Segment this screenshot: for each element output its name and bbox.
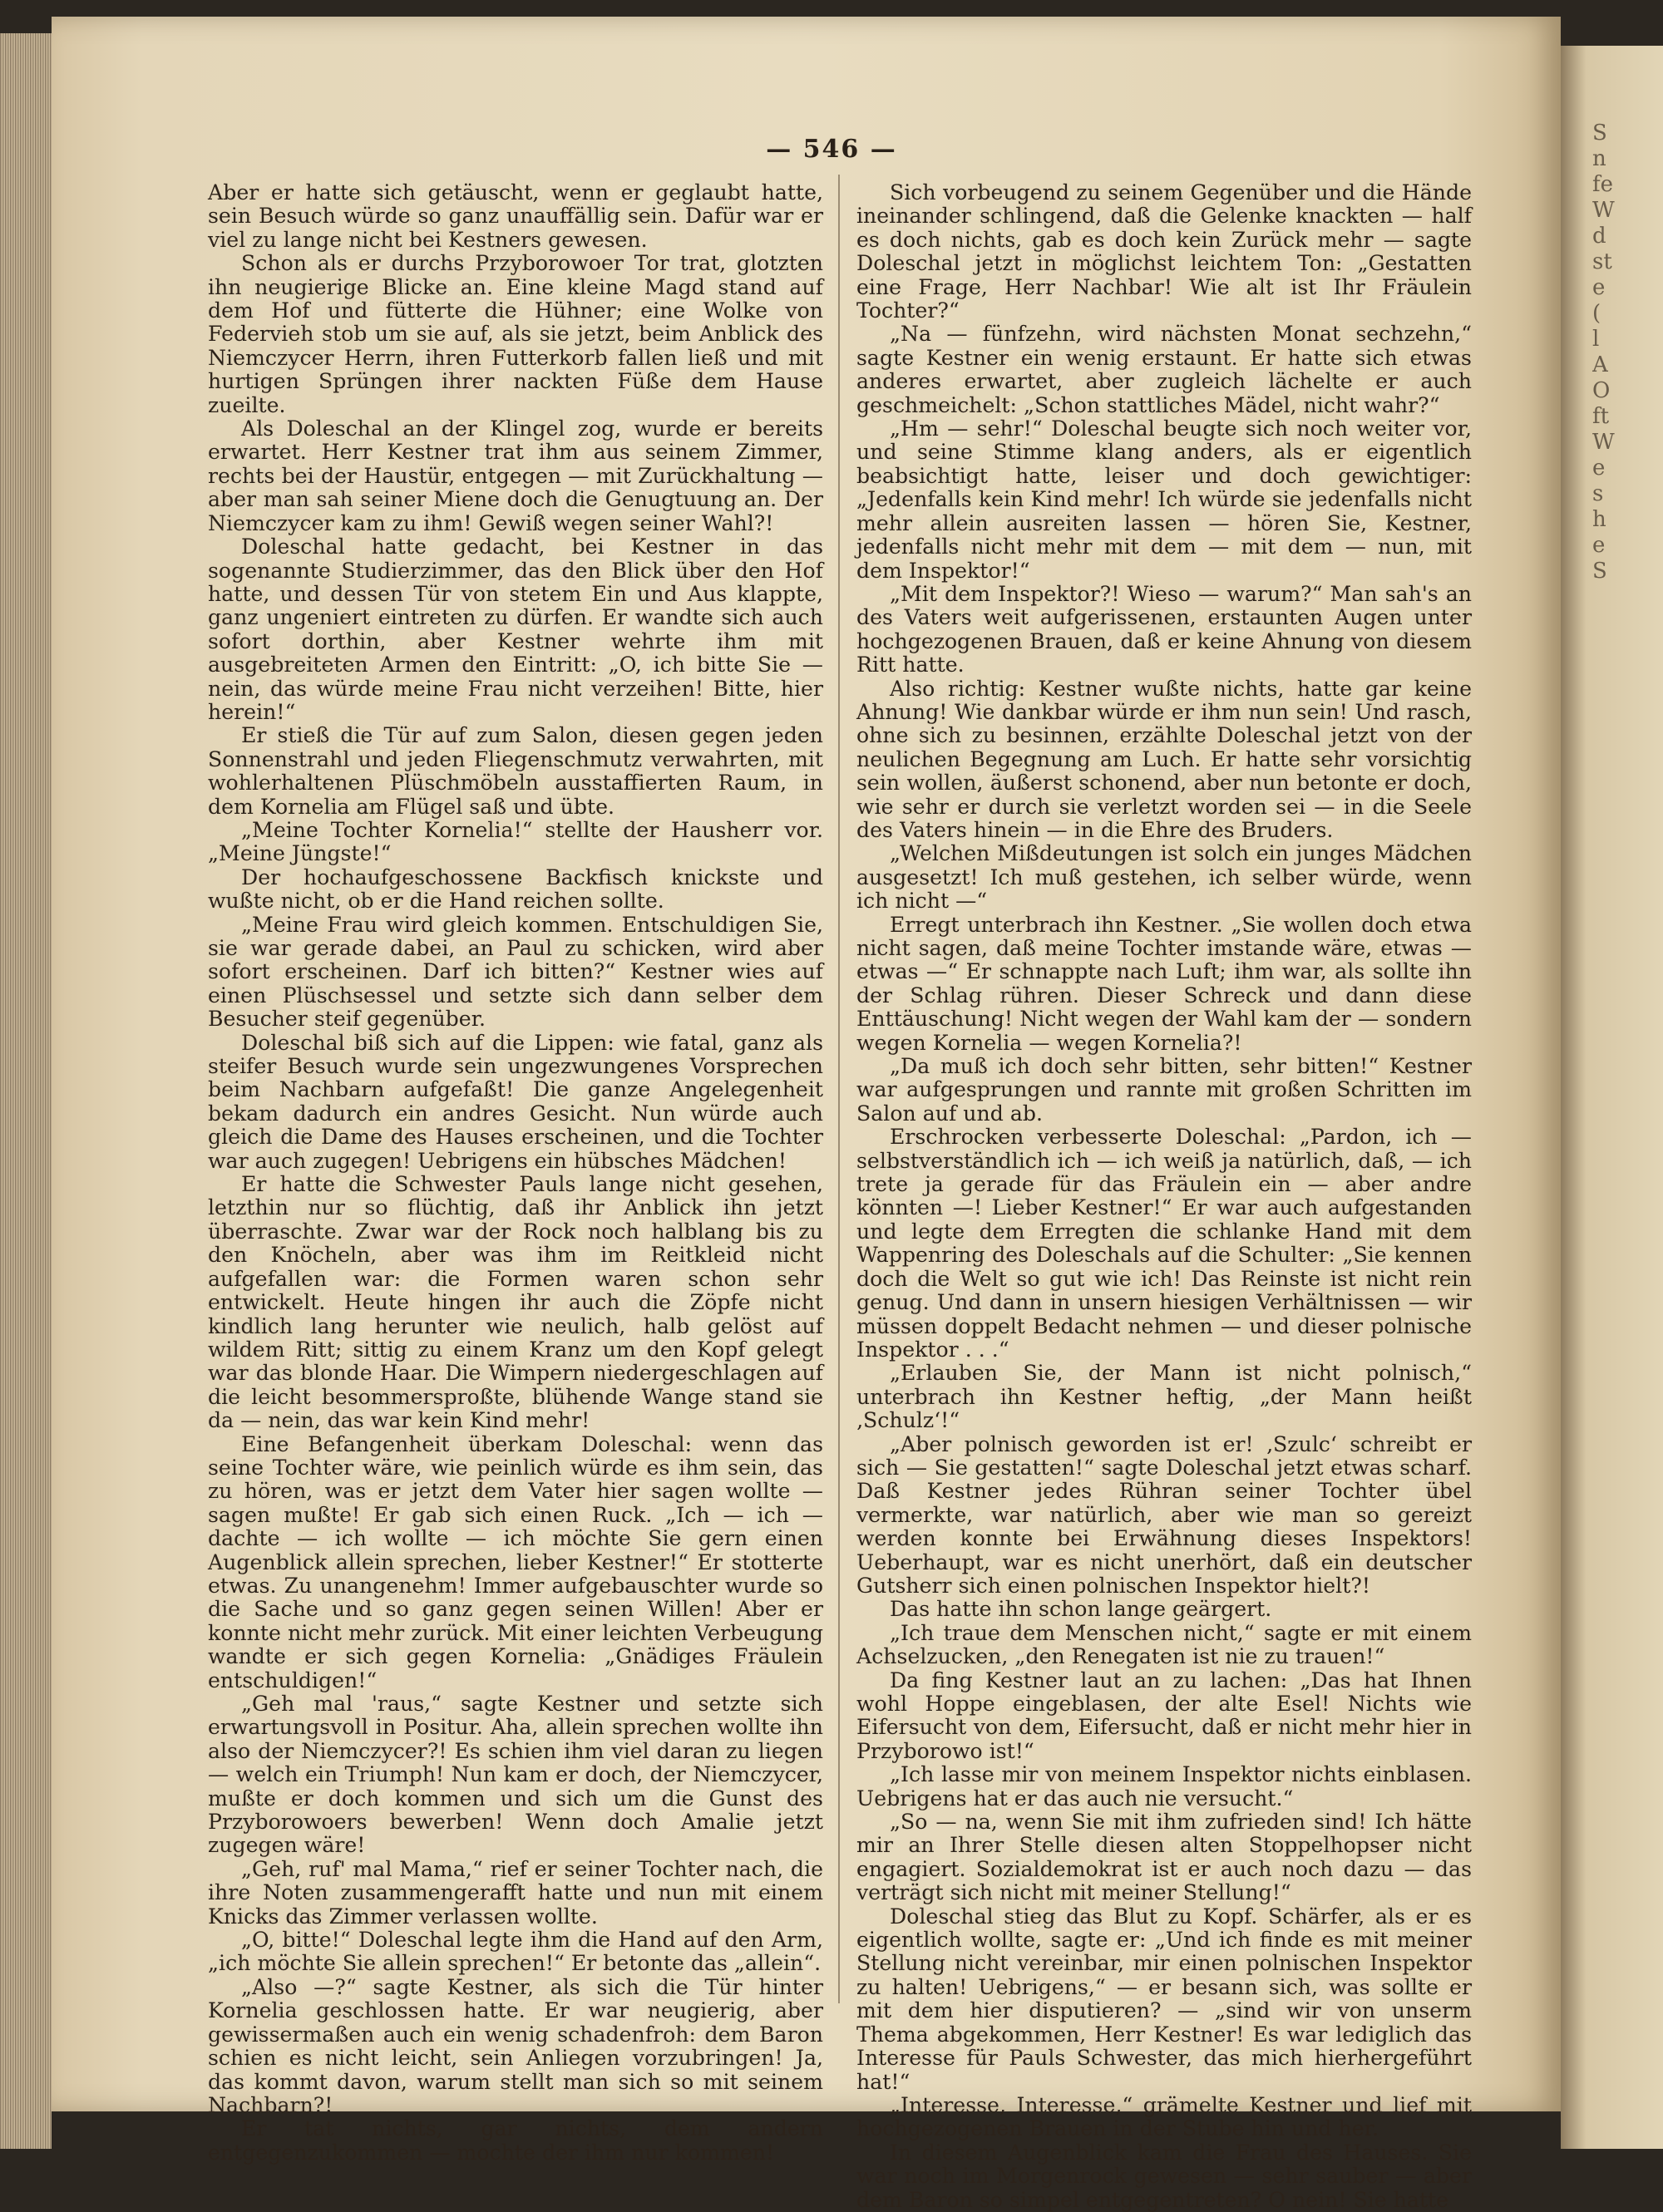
paragraph: Doleschal hatte gedacht, bei Kestner in das sogenannte Studierzimmer, das den Blick über den Hof hatte, und dessen Tür von stetem Ein und Aus klappte, ganz ungeniert eintreten zu dürfen. Er wandte sich auch sofort dorthin, aber Kestner wehrte ihm mit ausgebreiteten Armen den Eintritt: „O, ich bitte Sie — nein, das würde meine Frau nicht verzeihen! Bitte, hier herein!“ (208, 535, 823, 724)
paragraph: Eine Befangenheit überkam Doleschal: wenn das seine Tochter wäre, wie peinlich würde es ihm sein, das zu hören, was er jetzt dem Vater hier sagen wollte — sagen mußte! Er gab sich einen Ruck. „Ich — ich — dachte — ich wollte — ich möchte Sie gern einen Augenblick allein sprechen, lieber Kestner!“ Er stotterte etwas. Zu unangenehm! Immer aufgebauschter wurde so die Sache und so ganz gegen seinen Willen! Aber er konnte nicht mehr zurück. Mit einer leichten Verbeugung wandte er sich gegen Kornelia: „Gnädiges Fräulein entschuldigen!“ (208, 1431, 823, 1692)
page-number: — 546 — (766, 135, 897, 164)
paragraph: Sich vorbeugend zu seinem Gegenüber und die Hände ineinander schlingend, daß die Gelenke knackten — half es doch nichts, gab es doch kein Zurück mehr — sagte Doleschal jetzt in möglichst leichtem Ton: „Gestatten eine Frage, Herr Nachbar! Wie alt ist Ihr Fräulein Tochter?“ (856, 180, 1472, 323)
text-column-right (856, 181, 1472, 2212)
paragraph: „Welchen Mißdeutungen ist solch ein junges Mädchen ausgesetzt! Ich muß gestehen, ich selber würde, wenn ich nicht —“ (856, 841, 1472, 914)
paragraph: „Erlauben Sie, der Mann ist nicht polnisch,“ unterbrach ihn Kestner heftig, „der Mann heißt ‚Schulz‘!“ (856, 1361, 1472, 1433)
paragraph: „Ich lasse mir von meinem Inspektor nichts einblasen. Uebrigens hat er das auch nie versucht.“ (856, 1762, 1472, 1810)
paragraph: „Geh, ruf' mal Mama,“ rief er seiner Tochter nach, die ihre Noten zusammengerafft hatte und nun mit einem Knicks das Zimmer verlassen wollte. (208, 1856, 823, 1929)
paragraph: „Meine Tochter Kornelia!“ stellte der Hausherr vor. „Meine Jüngste!“ (208, 817, 823, 866)
paragraph: Er hatte die Schwester Pauls lange nicht gesehen, letzthin nur so flüchtig, daß ihr Anblick ihn jetzt überraschte. Zwar war der Rock noch halblang bis zu den Knöcheln, aber was ihm im Reitkleid nicht aufgefallen war: die Formen waren schon sehr entwickelt. Heute hingen ihr auch die Zöpfe nicht kindlich lang herunter wie neulich, halb gelöst auf wildem Ritt; sittig zu einem Kranz um den Kopf gelegt war das blonde Haar. Die Wimpern niedergeschlagen auf die leicht besommersproßte, blühende Wange stand sie da — nein, das war kein Kind mehr! (208, 1172, 823, 1433)
book-page-edges (0, 33, 52, 2149)
paragraph: In diesem Augenblick kam die Frau des Hauses. Sie war noch im Morgenrock gewesen — sehr sauber — aber dem Baron so simpel entgegentreten? O nein! Sie hatte (856, 2140, 1472, 2212)
text-column-left (208, 181, 823, 2165)
paragraph: Er stieß die Tür auf zum Salon, diesen gegen jeden Sonnenstrahl und jeden Fliegenschmutz verwahrten, mit wohlerhaltenen Plüschmöbeln ausstaffierten Raum, in dem Kornelia am Flügel saß und übte. (208, 723, 823, 819)
paragraph: „Ich traue dem Menschen nicht,“ sagte er mit einem Achselzucken, „den Renegaten ist nie zu trauen!“ (856, 1620, 1472, 1669)
adjacent-page-text: S n fe W d st e ( l A O ft W e s h e S (1592, 121, 1615, 584)
paragraph: Doleschal stieg das Blut zu Kopf. Schärfer, als er es eigentlich wollte, sagte er: „Und ich finde es mit meiner Stellung nicht vereinbar, mir einen polnischen Inspektor zu halten! Uebrigens,“ — er besann sich, was sollte er mit dem hier disputieren? — „sind wir von unserm Thema abgekommen, Herr Kestner! Es war lediglich das Interesse für Pauls Schwester, das mich hierhergeführt hat!“ (856, 1904, 1472, 2094)
paragraph: „Interesse, Interesse,“ grämelte Kestner und lief mit hochgezogenen Brauen in der Stube hin und her. (856, 2092, 1472, 2141)
paragraph: „Mit dem Inspektor?! Wieso — warum?“ Man sah's an des Vaters weit aufgerissenen, erstaunten Augen unter hochgezogenen Brauen, daß er keine Ahnung von diesem Ritt hatte. (856, 581, 1472, 677)
paragraph: „Also —?“ sagte Kestner, als sich die Tür hinter Kornelia geschlossen hatte. Er war neugierig, aber gewissermaßen auch ein wenig schadenfroh: dem Baron schien es nicht leicht, sein Anliegen vorzubringen! Ja, das kommt davon, warum stellt man sich so mit seinem Nachbarn?! (208, 1974, 823, 2117)
paragraph: Schon als er durchs Przyborowoer Tor trat, glotzten ihn neugierige Blicke an. Eine kleine Magd stand auf dem Hof und fütterte die Hühner; eine Wolke von Federvieh stob um sie auf, als sie jetzt, beim Anblick des Niemczycer Herrn, ihren Futterkorb fallen ließ und mit hurtigen Sprüngen ihrer nackten Füße dem Hause zueilte. (208, 251, 823, 417)
paragraph: „Meine Frau wird gleich kommen. Entschuldigen Sie, sie war gerade dabei, an Paul zu schicken, wird aber sofort erscheinen. Darf ich bitten?“ Kestner wies auf einen Plüschsessel und setzte sich dann selber dem Besucher steif gegenüber. (208, 912, 823, 1032)
paragraph: „Geh mal 'raus,“ sagte Kestner und setzte sich erwartungsvoll in Positur. Aha, allein sprechen wollte ihn also der Niemczycer?! Es schien ihm viel daran zu liegen — welch ein Triumph! Nun kam er doch, der Niemczycer, mußte er doch kommen und sich um die Gunst des Przyborowoers bewerben! Wenn doch Amalie jetzt zugegen wäre! (208, 1692, 823, 1858)
paragraph: Der hochaufgeschossene Backfisch knickste und wußte nicht, ob er die Hand reichen sollte. (208, 865, 823, 914)
paragraph: Er tat nichts, gar nichts, dem andern entgegenzukommen — mochte der ihm nur kommen! (208, 2116, 823, 2165)
paragraph: „Na — fünfzehn, wird nächsten Monat sechzehn,“ sagte Kestner ein wenig erstaunt. Er hatte sich etwas anderes erwartet, aber zugleich lächelte er auch geschmeichelt: „Schon stattliches Mädel, nicht wahr?“ (856, 322, 1472, 417)
paragraph: „So — na, wenn Sie mit ihm zufrieden sind! Ich hätte mir an Ihrer Stelle diesen alten Stoppelhopser nicht engagiert. Sozialdemokrat ist er auch noch dazu — das verträgt sich nicht mit meiner Stellung!“ (856, 1810, 1472, 1905)
paragraph: Aber er hatte sich getäuscht, wenn er geglaubt hatte, sein Besuch würde so ganz unauffällig sein. Dafür war er viel zu lange nicht bei Kestners gewesen. (208, 180, 823, 252)
paragraph: Also richtig: Kestner wußte nichts, hatte gar keine Ahnung! Wie dankbar würde er ihm nun sein! Und rasch, ohne sich zu besinnen, erzählte Doleschal jetzt von der neulichen Begegnung am Luch. Er hatte sehr vorsichtig sein wollen, äußerst schonend, aber nun betonte er doch, wie sehr er durch sie verletzt worden sei — in die Seele des Vaters hinein — in die Ehre des Bruders. (856, 676, 1472, 842)
paragraph: „Da muß ich doch sehr bitten, sehr bitten!“ Kestner war aufgesprungen und rannte mit großen Schritten im Salon auf und ab. (856, 1054, 1472, 1126)
paragraph: Doleschal biß sich auf die Lippen: wie fatal, ganz als steifer Besuch wurde sein ungezwungenes Vorsprechen beim Nachbarn aufgefaßt! Die ganze Angelegenheit bekam dadurch ein andres Gesicht. Nun würde auch gleich die Dame des Hauses erscheinen, und die Tochter war auch zugegen! Uebrigens ein hübsches Mädchen! (208, 1030, 823, 1173)
paragraph: Erschrocken verbesserte Doleschal: „Pardon, ich — selbstverständlich ich — ich weiß ja natürlich, daß, — ich trete ja gerade für das Fräulein ein — aber andre könnten —! Lieber Kestner!“ Er war auch aufgestanden und legte dem Erregten die schlanke Hand mit dem Wappenring des Doleschals auf die Schulter: „Sie kennen doch die Welt so gut wie ich! Das Reinste ist nicht rein genug. Und dann in unsern hiesigen Verhältnissen — wir müssen doppelt Bedacht nehmen — und dieser polnische Inspektor . . .“ (856, 1125, 1472, 1362)
paragraph: Als Doleschal an der Klingel zog, wurde er bereits erwartet. Herr Kestner trat ihm aus seinem Zimmer, rechts bei der Haustür, entgegen — mit Zurückhaltung — aber man sah seiner Miene doch die Genugtuung an. Der Niemczycer kam zu ihm! Gewiß wegen seiner Wahl?! (208, 416, 823, 535)
paragraph: „O, bitte!“ Doleschal legte ihm die Hand auf den Arm, „ich möchte Sie allein sprechen!“ Er betonte das „allein“. (208, 1928, 823, 1976)
paragraph: Erregt unterbrach ihn Kestner. „Sie wollen doch etwa nicht sagen, daß meine Tochter imstande wäre, etwas — etwas —“ Er schnappte nach Luft; ihm war, als sollte ihn der Schlag rühren. Dieser Schreck und dann diese Enttäuschung! Nicht wegen der Wahl kam der — sondern wegen Kornelia — wegen Kornelia?! (856, 912, 1472, 1055)
paragraph: „Hm — sehr!“ Doleschal beugte sich noch weiter vor, und seine Stimme klang anders, als er eigentlich beabsichtigt hatte, leiser und doch gewichtiger: „Jedenfalls kein Kind mehr! Ich würde sie jedenfalls nicht mehr allein ausreiten lassen — hören Sie, Kestner, jedenfalls nicht mehr mit dem — mit dem — nun, mit dem Inspektor!“ (856, 416, 1472, 583)
paragraph: Da fing Kestner laut an zu lachen: „Das hat Ihnen wohl Hoppe eingeblasen, der alte Esel! Nichts wie Eifersucht von dem, Eifersucht, daß er nicht mehr hier in Przyborowo ist!“ (856, 1668, 1472, 1763)
paragraph: „Aber polnisch geworden ist er! ‚Szulc‘ schreibt er sich — Sie gestatten!“ sagte Doleschal jetzt etwas scharf. Daß Kestner jedes Rühran seiner Tochter übel vermerkte, war natürlich, aber wie man so gereizt werden konnte bei Erwähnung dieses Inspektors! Ueberhaupt, war es nicht unerhört, daß ein deutscher Gutsherr sich einen polnischen Inspektor hielt?! (856, 1431, 1472, 1598)
column-divider (838, 175, 840, 2003)
adjacent-page (1561, 46, 1663, 2149)
paragraph: Das hatte ihn schon lange geärgert. (890, 1597, 1272, 1622)
